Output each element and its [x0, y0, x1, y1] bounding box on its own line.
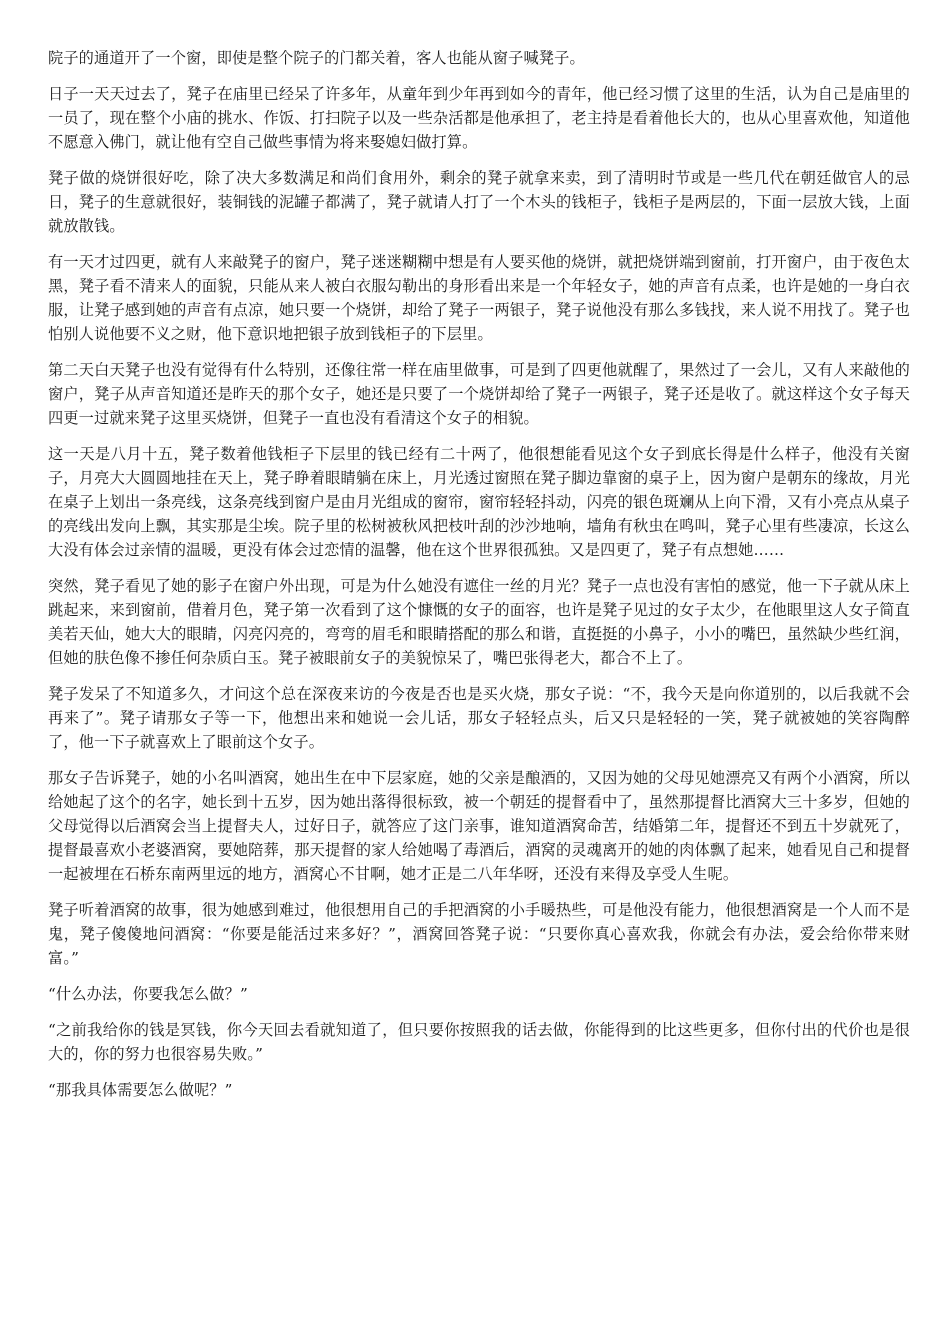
paragraph: 突然，凳子看见了她的影子在窗户外出现，可是为什么她没有遮住一丝的月光？凳子一点也没有害怕的感觉，他一下子就从床上跳起来，来到窗前，借着月色，凳子第一次看到了这个慷慨的女子的面容，也许是凳子见过的女子太少，在他眼里这人女子简直美若天仙，她大大的眼睛，闪亮闪亮的，弯弯的眉毛和眼睛搭配的那么和谐，直挺挺的小鼻子，小小的嘴巴，虽然缺少些红润，但她的肤色像不掺任何杂质白玉。凳子被眼前女子的美貌惊呆了，嘴巴张得老大，都合不上了。 [48, 577, 910, 667]
paragraph: 这一天是八月十五，凳子数着他钱柜子下层里的钱已经有二十两了，他很想能看见这个女子到底长得是什么样子，他没有关窗子，月亮大大圆圆地挂在天上，凳子睁着眼睛躺在床上，月光透过窗照在凳子脚边靠窗的桌子上，因为窗户是朝东的缘故，月光在桌子上划出一条亮线，这条亮线到窗户是由月光组成的窗帘，窗帘轻轻抖动，闪亮的银色斑斓从上向下滑，又有小亮点从桌子的亮线出发向上飘，其实那是尘埃。院子里的松树被秋风把枝叶刮的沙沙地响，墙角有秋虫在鸣叫，凳子心里有些凄凉，长这么大没有体会过亲情的温暖，更没有体会过恋情的温馨，他在这个世界很孤独。又是四更了，凳子有点想她…… [48, 445, 910, 559]
paragraph: 第二天白天凳子也没有觉得有什么特别，还像往常一样在庙里做事，可是到了四更他就醒了，果然过了一会儿，又有人来敲他的窗户，凳子从声音知道还是昨天的那个女子，她还是只要了一个烧饼却给了凳子一两银子，凳子还是收了。就这样这个女子每天四更一过就来凳子这里买烧饼，但凳子一直也没有看清这个女子的相貌。 [48, 361, 910, 427]
paragraph: 院子的通道开了一个窗，即使是整个院子的门都关着，客人也能从窗子喊凳子。 [48, 49, 585, 67]
paragraph: 那女子告诉凳子，她的小名叫酒窝，她出生在中下层家庭，她的父亲是酿酒的，又因为她的父母见她漂亮又有两个小酒窝，所以给她起了这个的名字，她长到十五岁，因为她出落得很标致，被一个朝廷的提督看中了，虽然那提督比酒窝大三十多岁，但她的父母觉得以后酒窝会当上提督夫人，过好日子，就答应了这门亲事，谁知道酒窝命苦，结婚第二年，提督还不到五十岁就死了，提督最喜欢小老婆酒窝，要她陪葬，那天提督的家人给她喝了毒酒后，酒窝的灵魂离开的她的肉体飘了起来，她看见自己和提督一起被埋在石桥东南两里远的地方，酒窝心不甘啊，她才正是二八年华呀，还没有来得及享受人生呢。 [48, 769, 910, 883]
paragraph: 凳子发呆了不知道多久，才问这个总在深夜来访的今夜是否也是买火烧，那女子说：“不，我今天是向你道别的，以后我就不会再来了”。凳子请那女子等一下，他想出来和她说一会儿话，那女子轻轻点头，后又只是轻轻的一笑，凳子就被她的笑容陶醉了，他一下子就喜欢上了眼前这个女子。 [48, 685, 910, 751]
paragraph: 凳子听着酒窝的故事，很为她感到难过，他很想用自己的手把酒窝的小手暖热些，可是他没有能力，他很想酒窝是一个人而不是鬼，凳子傻傻地问酒窝：“你要是能活过来多好？”，酒窝回答凳子说：“只要你真心喜欢我，你就会有办法，爱会给你带来财富。” [48, 901, 910, 967]
paragraph: 凳子做的烧饼很好吃，除了决大多数满足和尚们食用外，剩余的凳子就拿来卖，到了清明时节或是一些几代在朝廷做官人的忌日，凳子的生意就很好，装铜钱的泥罐子都满了，凳子就请人打了一个木头的钱柜子，钱柜子是两层的，下面一层放大钱，上面就放散钱。 [48, 169, 910, 235]
document-page [48, 46, 910, 1114]
paragraph: 日子一天天过去了，凳子在庙里已经呆了许多年，从童年到少年再到如今的青年，他已经习惯了这里的生活，认为自己是庙里的一员了，现在整个小庙的挑水、作饭、打扫院子以及一些杂活都是他承担了，老主持是看着他长大的，也从心里喜欢他，知道他不愿意入佛门，就让他有空自己做些事情为将来娶媳妇做打算。 [48, 85, 910, 151]
paragraph: 有一天才过四更，就有人来敲凳子的窗户，凳子迷迷糊糊中想是有人要买他的烧饼，就把烧饼端到窗前，打开窗户，由于夜色太黑，凳子看不清来人的面貌，只能从来人被白衣服勾勒出的身形看出来是一个年轻女子，她的声音有点柔，也许是她的一身白衣服，让凳子感到她的声音有点凉，她只要一个烧饼，却给了凳子一两银子，凳子说他没有那么多钱找，来人说不用找了。凳子也怕别人说他要不义之财，他下意识地把银子放到钱柜子的下层里。 [48, 253, 910, 343]
paragraph: “什么办法，你要我怎么做？” [48, 985, 248, 1003]
paragraph: “之前我给你的钱是冥钱，你今天回去看就知道了，但只要你按照我的话去做，你能得到的比这些更多，但你付出的代价也是很大的，你的努力也很容易失败。” [48, 1021, 910, 1063]
paragraph: “那我具体需要怎么做呢？” [48, 1081, 233, 1099]
